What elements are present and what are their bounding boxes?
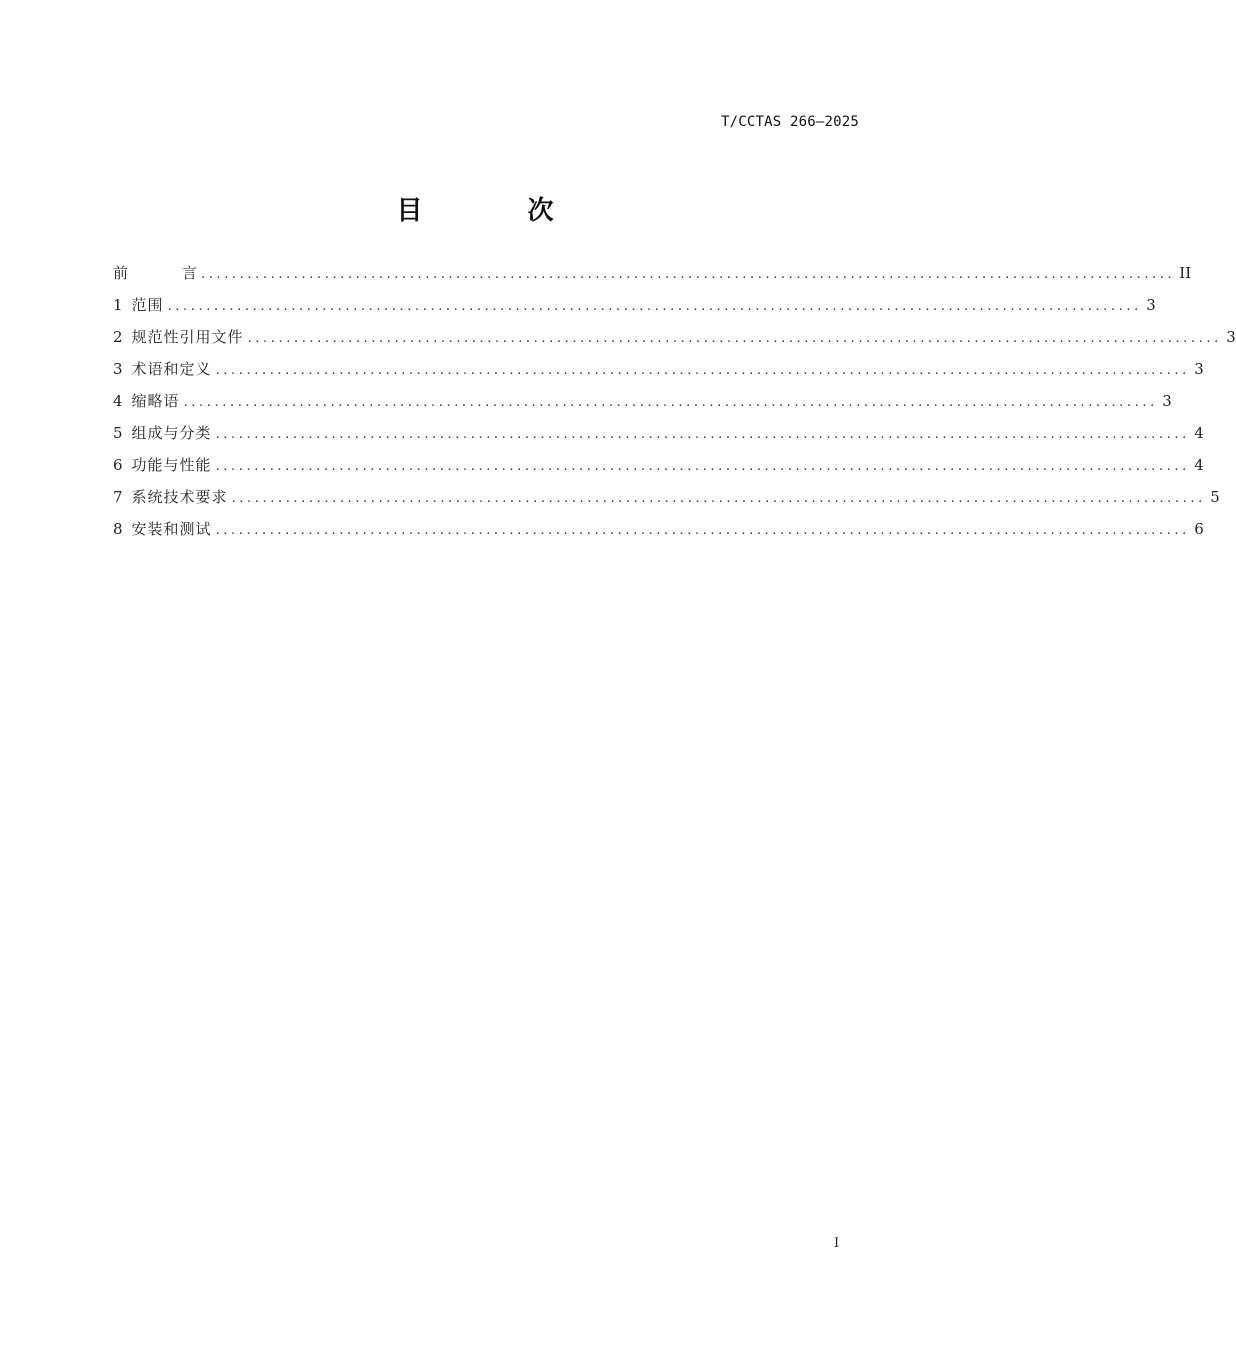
toc-entry-number: 7 bbox=[113, 488, 123, 506]
table-of-contents bbox=[113, 261, 1236, 549]
toc-entry-number: 2 bbox=[113, 328, 123, 346]
toc-entry-label bbox=[113, 261, 197, 285]
toc-label-char: 言 bbox=[181, 264, 197, 282]
toc-leader-dots: .............................................................................................................................. bbox=[215, 363, 1190, 378]
toc-entry-number: 4 bbox=[113, 392, 123, 410]
toc-leader-dots: .............................................................................................................................. bbox=[167, 299, 1142, 314]
toc-label-char: 前 bbox=[113, 264, 129, 282]
toc-entry-label: 规范性引用文件 bbox=[131, 328, 244, 346]
toc-entry-number: 1 bbox=[113, 296, 123, 314]
toc-entry-2[interactable] bbox=[113, 325, 1236, 357]
toc-leader-dots: .............................................................................................................................. bbox=[183, 395, 1158, 410]
toc-entry-page: 5 bbox=[1210, 488, 1220, 506]
toc-entry-label: 组成与分类 bbox=[131, 424, 212, 442]
toc-entry-5[interactable] bbox=[113, 421, 1204, 453]
toc-leader-dots: .............................................................................................................................. bbox=[201, 267, 1176, 282]
toc-entry-page: 6 bbox=[1194, 520, 1204, 538]
toc-leader-dots: .............................................................................................................................. bbox=[247, 331, 1222, 346]
toc-leader-dots: .............................................................................................................................. bbox=[215, 523, 1190, 538]
toc-leader-dots: .............................................................................................................................. bbox=[215, 427, 1190, 442]
toc-entry-number: 6 bbox=[113, 456, 123, 474]
toc-entry-label: 功能与性能 bbox=[131, 456, 212, 474]
toc-entry-page: 4 bbox=[1194, 424, 1204, 442]
toc-entry-label: 系统技术要求 bbox=[131, 488, 228, 506]
toc-entry-page: 3 bbox=[1162, 392, 1172, 410]
toc-entry-6[interactable] bbox=[113, 453, 1204, 485]
toc-leader-dots: .............................................................................................................................. bbox=[215, 459, 1190, 474]
toc-entry-label: 术语和定义 bbox=[131, 360, 212, 378]
toc-entry-foreword[interactable] bbox=[113, 261, 1192, 293]
toc-entry-page: 3 bbox=[1146, 296, 1156, 314]
toc-leader-dots: .............................................................................................................................. bbox=[231, 491, 1206, 506]
toc-entry-8[interactable] bbox=[113, 517, 1204, 549]
document-code: T/CCTAS 266—2025 bbox=[720, 114, 859, 130]
toc-entry-label: 缩略语 bbox=[131, 392, 180, 410]
toc-entry-page: 4 bbox=[1194, 456, 1204, 474]
toc-entry-number: 3 bbox=[113, 360, 123, 378]
toc-entry-number: 8 bbox=[113, 520, 123, 538]
toc-entry-4[interactable] bbox=[113, 389, 1172, 421]
toc-entry-label: 范围 bbox=[131, 296, 164, 314]
toc-entry-number: 5 bbox=[113, 424, 123, 442]
toc-entry-page: II bbox=[1179, 264, 1192, 282]
page-number: I bbox=[834, 1236, 840, 1251]
toc-entry-label: 安装和测试 bbox=[131, 520, 212, 538]
toc-entry-7[interactable] bbox=[113, 485, 1220, 517]
toc-entry-page: 3 bbox=[1194, 360, 1204, 378]
toc-entry-page: 3 bbox=[1226, 328, 1236, 346]
toc-entry-3[interactable] bbox=[113, 357, 1204, 389]
toc-entry-1[interactable] bbox=[113, 293, 1156, 325]
toc-title: 目 次 bbox=[396, 196, 602, 226]
